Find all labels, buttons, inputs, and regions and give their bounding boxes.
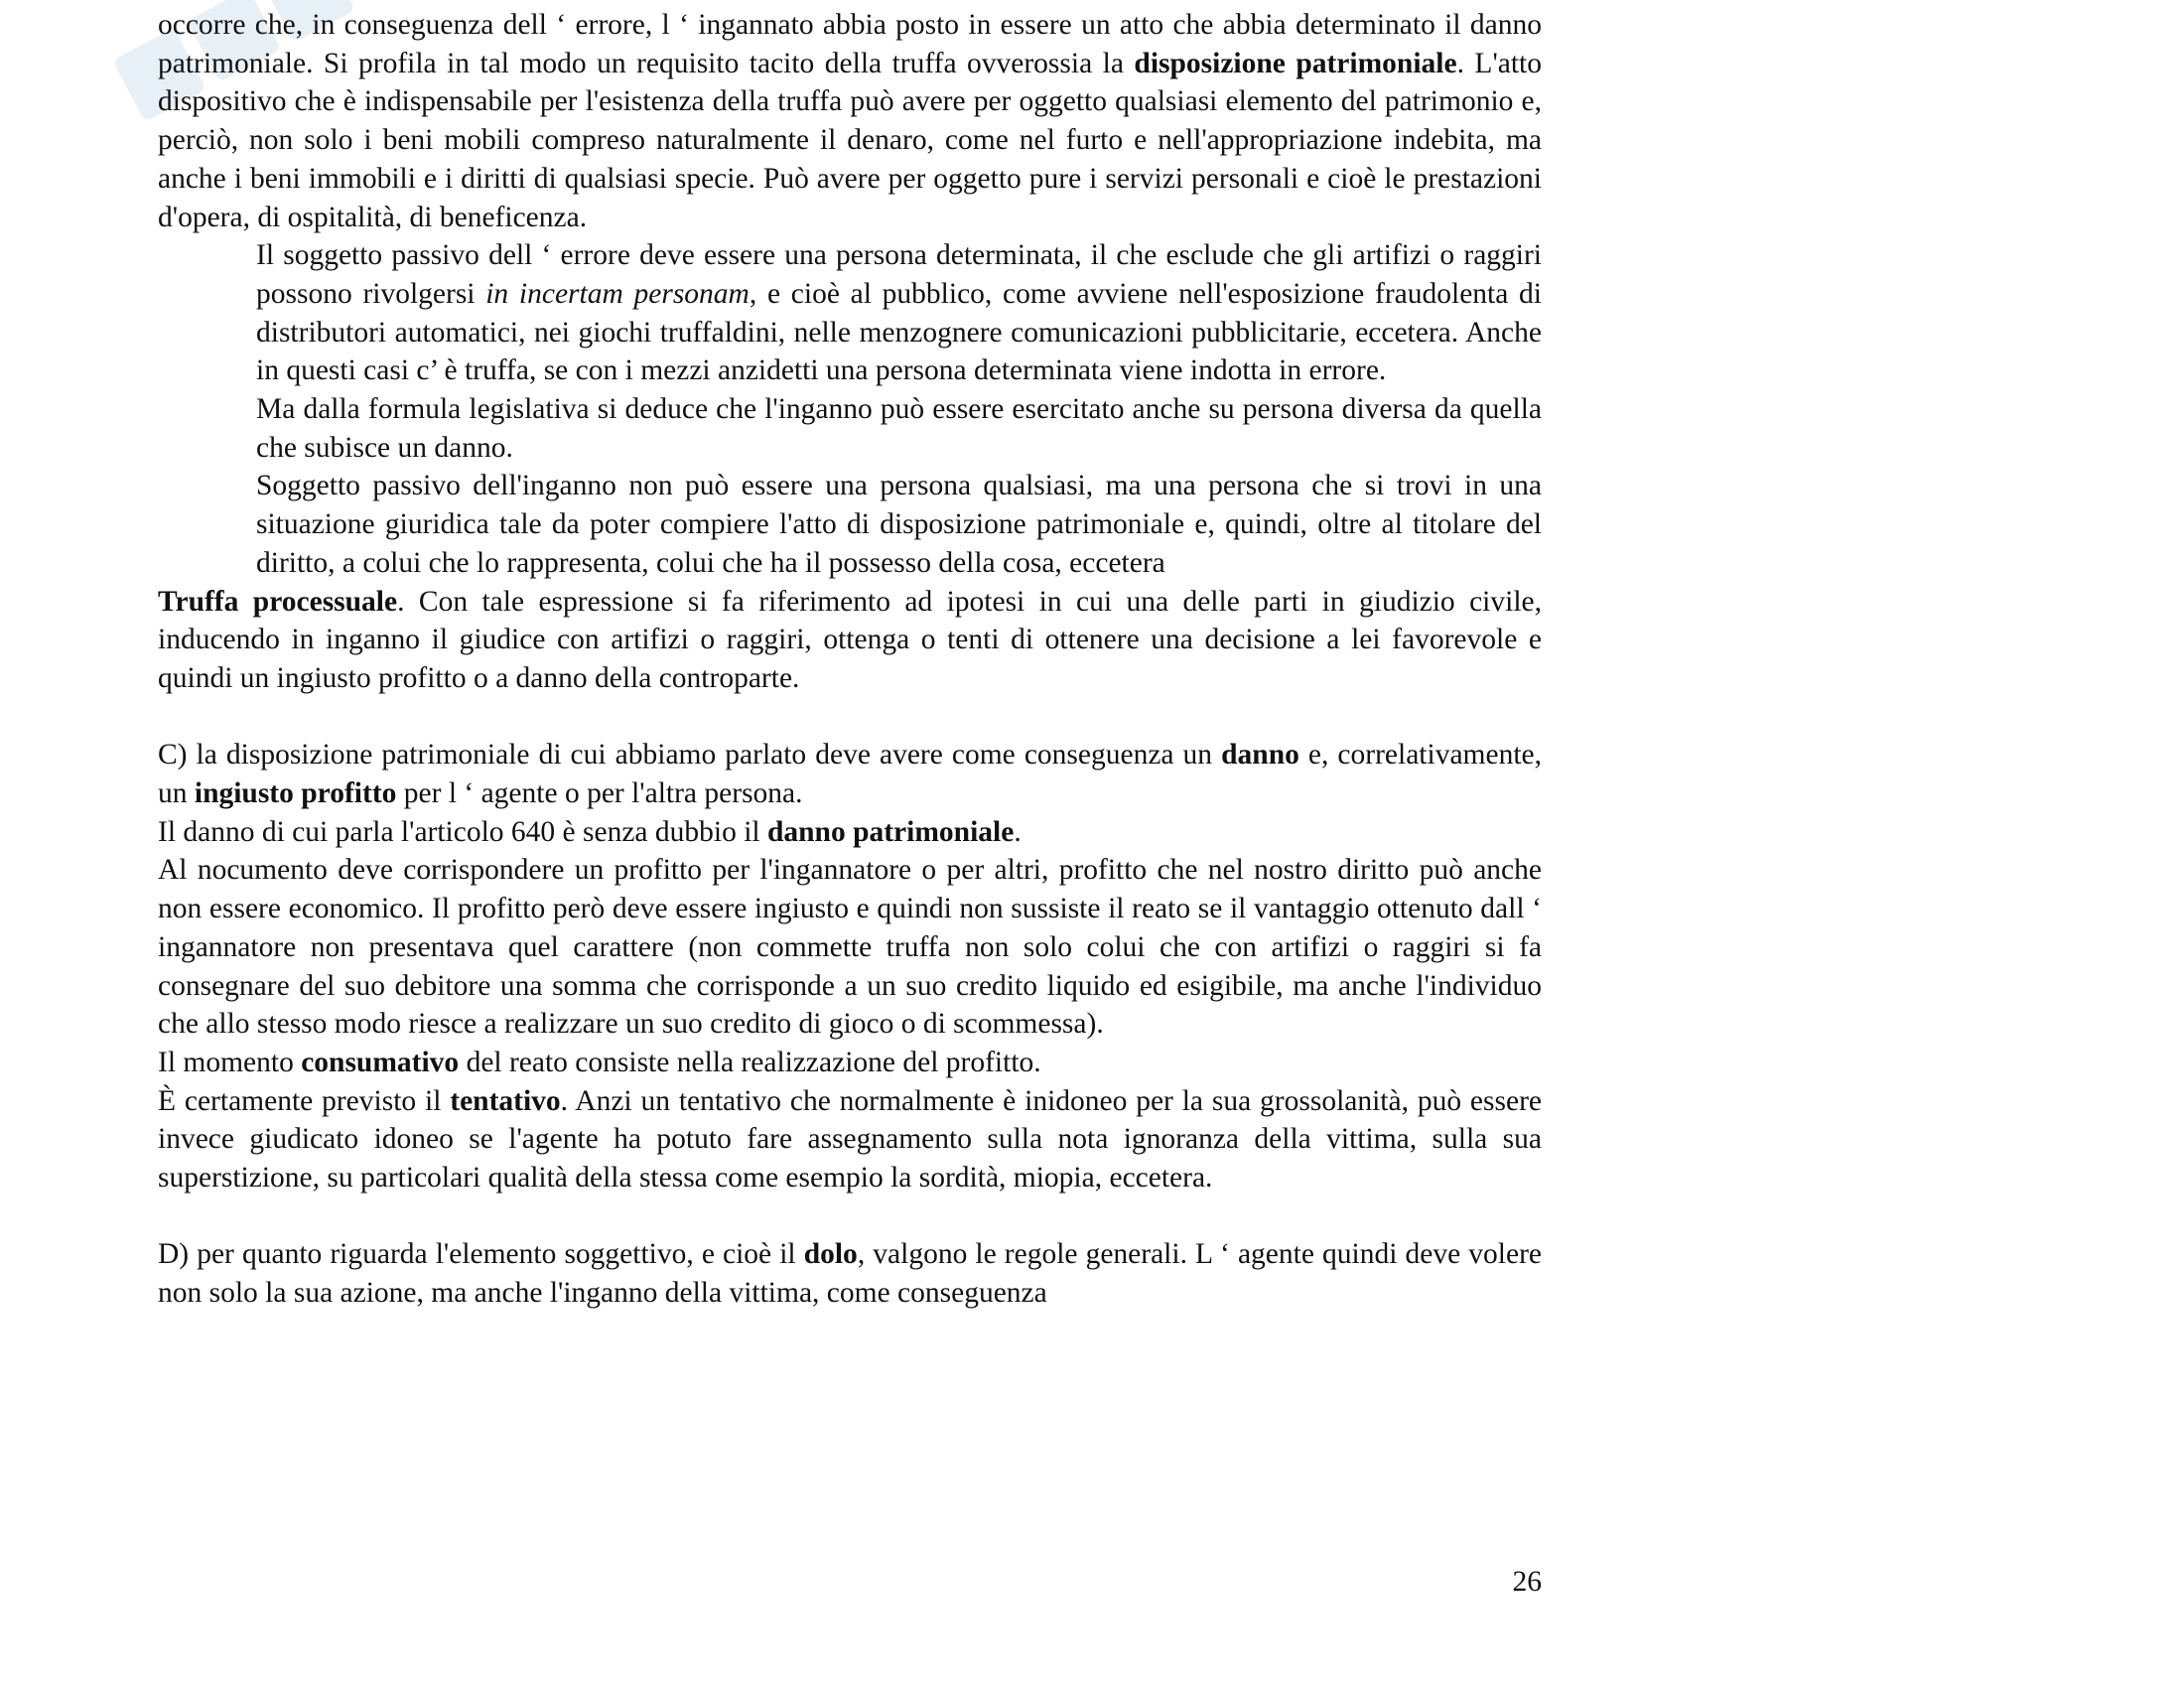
bold-term: consumativo — [301, 1046, 460, 1078]
paragraph — [256, 390, 1542, 467]
paragraph — [158, 736, 1542, 812]
text-run: C) la disposizione patrimoniale di cui abbiamo parlato deve avere come conseguenza un — [158, 739, 1222, 772]
bold-term: Truffa processuale — [158, 585, 398, 618]
paragraph — [158, 1082, 1542, 1197]
paragraph — [256, 236, 1542, 390]
text-run: . — [1014, 815, 1022, 848]
document-body — [158, 6, 1542, 1313]
bold-term: ingiusto profitto — [194, 777, 397, 810]
paragraph — [158, 851, 1542, 1044]
text-run: , valgono le regole generali. L ‘ agente quindi deve volere non solo la sua azione, ma anche l'inganno della vittima, come conseguenza — [158, 1238, 1542, 1310]
text-run: Il momento — [158, 1046, 302, 1078]
text-run: occorre che, in conseguenza dell ‘ errore, l ‘ ingannato abbia posto in essere un atto che abbia determinato il danno patrimoniale. Si profila in tal modo un requisito tacito della truffa ovverossia la — [158, 9, 1542, 79]
paragraph — [158, 1235, 1542, 1312]
paragraph — [158, 583, 1542, 698]
text-run: . Anzi un tentativo che normalmente è inidoneo per la sua grossolanità, può essere invece giudicato idoneo se l'agente ha potuto fare assegnamento sulla nota ignoranza della vittima, sulla sua superstizione, su particolari qualità della stessa come esempio la sordità, miopia, eccetera. — [158, 1084, 1542, 1195]
bold-term: tentativo — [450, 1084, 561, 1117]
text-run: È certamente previsto il — [158, 1084, 451, 1117]
text-run: D) per quanto riguarda l'elemento soggettivo, e cioè il — [158, 1238, 804, 1271]
text-run: Il soggetto passivo dell ‘ errore deve essere una persona determinata, il che esclude che gli artifizi o raggiri possono rivolgersi — [256, 239, 1542, 310]
bold-term: danno — [1221, 739, 1299, 772]
text-run: Il danno di cui parla l'articolo 640 è senza dubbio il — [158, 815, 767, 848]
text-run: e, correlativamente, un — [158, 739, 1542, 810]
text-run: Al nocumento deve corrispondere un profitto per l'ingannatore o per altri, profitto che nel nostro diritto può anche non essere economico. Il profitto però deve essere ingiusto e quindi non sussiste il reato se il vantaggio ottenuto dall ‘ ingannatore non presentava quel carattere (non commette truffa non solo colui che con artifizi o raggiri si fa consegnare del suo debitore una somma che corrisponde a un suo credito liquido ed esigibile, ma anche l'individuo che allo stesso modo riesce a realizzare un suo credito di gioco o di scommessa). — [158, 854, 1542, 1041]
page-number: 26 — [1512, 1566, 1542, 1598]
text-run: del reato consiste nella realizzazione del profitto. — [459, 1046, 1041, 1078]
bold-term: disposizione patrimoniale — [1134, 47, 1457, 79]
paragraph — [256, 467, 1542, 582]
text-run: per l ‘ agente o per l'altra persona. — [396, 777, 803, 810]
paragraph — [158, 813, 1542, 852]
paragraph — [158, 1044, 1542, 1082]
bold-term: dolo — [803, 1238, 858, 1271]
italic-term: in incertam personam — [485, 277, 750, 310]
text-run: . Con tale espressione si fa riferimento ad ipotesi in cui una delle parti in giudizio civile, inducendo in inganno il giudice con artifizi o raggiri, ottenga o tenti di ottenere una decisione a lei favorevole e quindi un ingiusto profitto o a danno della controparte. — [158, 585, 1542, 694]
text-run: Ma dalla formula legislativa si deduce che l'inganno può essere esercitato anche su persona diversa da quella che subisce un danno. — [256, 393, 1542, 464]
paragraph — [158, 6, 1542, 236]
text-run: . L'atto dispositivo che è indispensabile per l'esistenza della truffa può avere per oggetto qualsiasi elemento del patrimonio e, perciò, non solo i beni mobili compreso naturalmente il denaro, come nel furto e nell'appropriazione indebita, ma anche i beni immobili e i diritti di qualsiasi specie. Può avere per oggetto pure i servizi personali e cioè le prestazioni d'opera, di ospitalità, di beneficenza. — [158, 47, 1542, 233]
text-run: Soggetto passivo dell'inganno non può essere una persona qualsiasi, ma una persona che si trovi in una situazione giuridica tale da poter compiere l'atto di disposizione patrimoniale e, quindi, oltre al titolare del diritto, a colui che lo rappresenta, colui che ha il possesso della cosa, eccetera — [256, 470, 1542, 579]
text-run: , e cioè al pubblico, come avviene nell'esposizione fraudolenta di distributori automatici, nei giochi truffaldini, nelle menzognere comunicazioni pubblicitarie, eccetera. Anche in questi casi c’ è truffa, se con i mezzi anzidetti una persona determinata viene indotta in errore. — [256, 277, 1543, 387]
bold-term: danno patrimoniale — [766, 815, 1015, 848]
